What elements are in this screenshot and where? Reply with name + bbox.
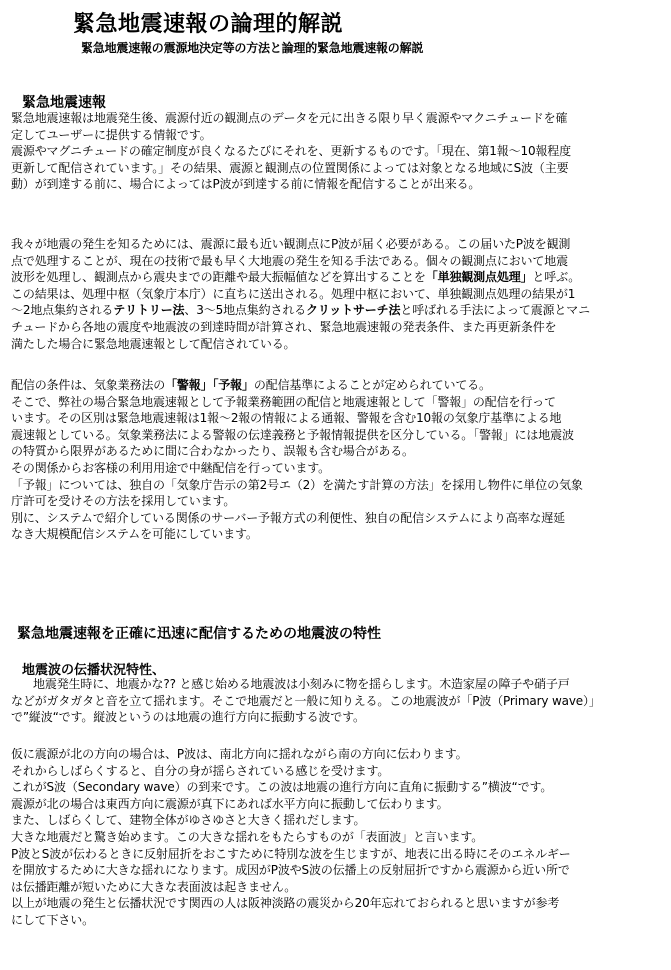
text-line: 点で処理することが、現在の技術で最も早く大地震の発生を知る手法である。個々の観測点において地震 <box>11 253 568 268</box>
text-line: また、しばらくして、建物全体がゆさゆさと大きく揺れだします。 <box>11 813 366 828</box>
term-forecast: 「予報」 <box>212 378 254 392</box>
section-heading-wave-characteristics: 緊急地震速報を正確に迅速に配信するための地震波の特性 <box>17 626 381 642</box>
text-line: などがガタガタと音を立て揺れます。そこで地震だと一般に知りえる。この地震波が「P波（Primary wave）」 <box>11 693 601 708</box>
text-line: 緊急地震速報は地震発生後、震源付近の観測点のデータを元に出きる限り早く震源やマクニチュードを確 <box>11 111 568 125</box>
p-wave-paragraph <box>11 676 661 726</box>
text-line: 定してユーザーに提供する情報です。 <box>11 127 212 142</box>
text-line: チュードから各地の震度や地震波の到達時間が計算され、緊急地震速報の発表条件、また再更新条件を <box>11 319 557 334</box>
intro-paragraph <box>11 110 661 193</box>
text-line: で”縦波“です。縦波というのは地震の進行方向に振動する波です。 <box>11 710 365 725</box>
text-line: そこで、弊社の場合緊急地震速報として予報業務範囲の配信と地震速報として「警報」の配信を行って <box>11 394 556 409</box>
text-line: なき大規模配信システムを可能にしています。 <box>11 527 258 542</box>
text-line: の特質から限界があるために間に合わなかったり、誤報も含む場合がある。 <box>11 444 414 459</box>
term-warning: 「警報」 <box>165 378 213 392</box>
text-line: います。その区別は緊急地震速報は1報～2報の情報による通報、警報を含む10報の気象庁基準による地 <box>11 411 562 426</box>
text-line: 庁許可を受けその方法を採用しています。 <box>11 494 236 509</box>
section-heading-eew: 緊急地震速報 <box>22 95 106 111</box>
text-line: 震速報としている。気象業務法による警報の伝達義務と予報情報提供を区分している。「警報」には地震波 <box>11 427 574 442</box>
text-line: 動）が到達する前に、場合によってはP波が到達する前に情報を配信することが出来る。 <box>11 177 481 192</box>
text-line: は伝播距離が短いために大きな表面波は起きません。 <box>11 879 297 894</box>
text-line: その関係からお客様の利用用途で中継配信を行っています。 <box>11 460 330 475</box>
term-single-station: 「単独観測点処理」 <box>425 270 533 285</box>
text-line: にして下さい。 <box>11 912 94 927</box>
text-line: 更新して配信されています。」その結果、震源と観測点の位置関係によっては対象となる地域にS波（主要 <box>11 160 569 175</box>
text-line: 以上が地震の発生と伝播状況です関西の人は阪神淡路の震災から20年忘れておられると思いますが参考 <box>11 896 560 911</box>
conditions-paragraph <box>11 377 661 543</box>
text-line: 地震発生時に、地震かな?? と感じ始める地震波は小刻みに物を揺らします。木造家屋の障子や硝子戸 <box>33 677 570 691</box>
text-line: 仮に震源が北の方向の場合は、P波は、南北方向に揺れながら南の方向に伝わります。 <box>11 747 468 761</box>
text-line: 震源が北の場合は東西方向に震源が真下にあれば水平方向に振動して伝わります。 <box>11 796 449 811</box>
text-line: この結果は、処理中枢（気象庁本庁）に直ちに送出される。処理中枢において、単独観測点処理の結果が1 <box>11 286 576 301</box>
text-line: ～2地点集約されるテリトリー法、3～5地点集約されるクリットサーチ法と呼ばれる手法によって震源とマニ <box>11 303 590 318</box>
text-line: これがS波（Secondary wave）の到来です。この波は地震の進行方向に直角に振動する”横波“です。 <box>11 780 553 795</box>
page-title: 緊急地震速報の論理的解説 <box>73 12 344 37</box>
subsection-heading-propagation: 地震波の伝播状況特性、 <box>22 663 166 678</box>
text-line: 「予報」については、独自の「気象庁告示の第2号エ（2）を満たす計算の方法」を採用し物件に単位の気象 <box>11 477 583 492</box>
text-line: 別に、システムで紹介している関係のサーバー予報方式の利便性、独自の配信システムにより高率な遅延 <box>11 510 565 525</box>
text-line: 波形を処理し、観測点から震央までの距離や最大振幅値などを算出することを「単独観測点処理」と呼ぶ。 <box>11 270 581 285</box>
text-line: 震源やマグニチュードの確定制度が良くなるたびにそれを、更新するものです。「現在、第1報～10報程度 <box>11 144 571 159</box>
term-territory-method: テリトリー法 <box>113 303 185 318</box>
s-wave-paragraph <box>11 746 661 929</box>
page-subtitle: 緊急地震速報の震源地決定等の方法と論理的緊急地震速報の解説 <box>81 41 424 55</box>
text-line: それからしばらくすると、自分の身が揺らされている感じを受けます。 <box>11 763 390 778</box>
text-line: 配信の条件は、気象業務法の「警報」「予報」の配信基準によることが定められていてる。 <box>11 378 491 392</box>
term-grid-search-method: クリットサーチ法 <box>306 303 401 318</box>
text-line: 我々が地震の発生を知るためには、震源に最も近い観測点にP波が届く必要がある。この届いたP波を観測 <box>11 237 571 251</box>
text-line: 大きな地震だと驚き始めます。この大きな揺れをもたらすものが「表面波」と言います。 <box>11 829 484 844</box>
text-line: P波とS波が伝わるときに反射屈折をおこすために特別な波を生じますが、地表に出る時にそのエネルギー <box>11 846 571 861</box>
text-line: 満たした場合に緊急地震速報として配信されている。 <box>11 336 296 351</box>
text-line: を開放するために大きな揺れになります。成因がP波やS波の伝播上の反射屈折ですから震源から近い所で <box>11 863 570 878</box>
detection-paragraph <box>11 236 661 352</box>
